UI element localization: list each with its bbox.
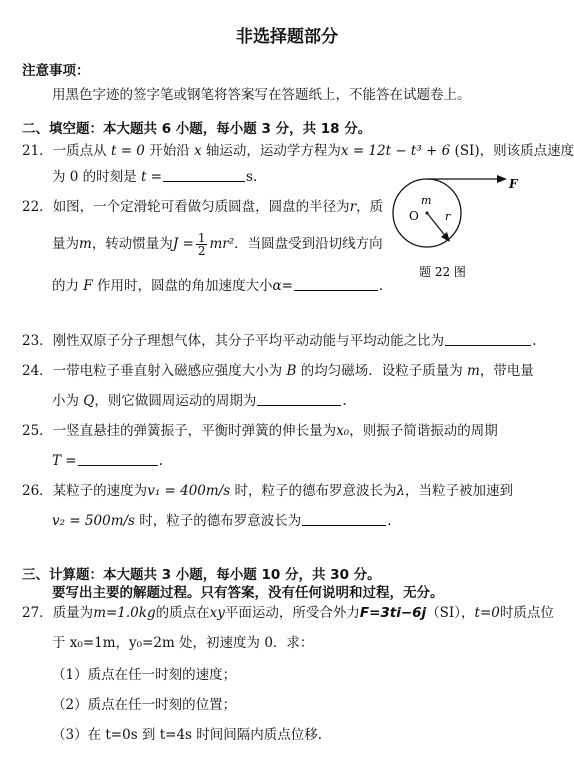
text: v₂ = 500m/s xyxy=(52,513,135,529)
text: t = 0 xyxy=(110,143,145,159)
question-22-line1 xyxy=(22,198,383,216)
text: 平面运动，所受合外力 xyxy=(224,605,360,621)
text: mr² xyxy=(209,236,235,252)
question-number: 21． xyxy=(22,143,53,159)
question-24-line1 xyxy=(22,362,534,380)
text: m=1.0kg xyxy=(93,605,156,621)
text: s. xyxy=(246,169,258,185)
text: α= xyxy=(272,278,293,294)
question-26-line2 xyxy=(52,512,392,530)
question-number: 24． xyxy=(22,363,53,379)
text: . xyxy=(387,513,392,529)
text: T = xyxy=(52,453,77,469)
text: r xyxy=(349,199,357,215)
label-o: O xyxy=(409,209,419,223)
text: 时，粒子的德布罗意波长为 xyxy=(139,513,302,529)
text: t=0 xyxy=(474,605,500,621)
label-r: r xyxy=(445,210,451,223)
force-arrowhead xyxy=(497,175,507,183)
center-dot xyxy=(426,212,429,215)
text: 某粒子的速度为 xyxy=(52,483,148,499)
text: x₀ xyxy=(336,423,350,439)
denominator: 2 xyxy=(197,244,206,258)
fraction xyxy=(196,232,208,257)
text: 一带电粒子垂直射入磁感应强度大小为 xyxy=(52,363,283,379)
text: 作用时，圆盘的角加速度大小 xyxy=(96,278,273,294)
question-number: 25． xyxy=(22,423,53,439)
question-27-item-3: （3）在 t=0s 到 t=4s 时间间隔内质点位移. xyxy=(52,727,323,743)
question-21-line2 xyxy=(52,168,257,186)
question-number: 23． xyxy=(22,333,53,349)
text: 轴运动，运动学方程为 xyxy=(205,143,341,159)
question-24-line2 xyxy=(52,392,347,410)
question-23 xyxy=(22,332,536,350)
text: 如图，一个定滑轮可看做匀质圆盘，圆盘的半径为 xyxy=(52,199,350,215)
answer-blank[interactable] xyxy=(294,278,378,291)
text: 开始沿 xyxy=(149,143,190,159)
question-25-line1 xyxy=(22,422,498,440)
question-21-line1 xyxy=(22,142,574,160)
text: ，当粒子被加速到 xyxy=(405,483,514,499)
text: F=3ti−6j xyxy=(359,605,427,621)
section3-subheading: 要写出主要的解题过程。只有答案，没有任何说明和过程，无分。 xyxy=(52,585,444,601)
text: λ xyxy=(396,483,406,499)
text: 质量为 xyxy=(52,605,94,621)
text: 刚性双原子分子理想气体，其分子平均平动动能与平均动能之比为 xyxy=(52,333,445,349)
text: （SI）， xyxy=(426,605,475,621)
question-26-line1 xyxy=(22,482,513,500)
text: 小为 xyxy=(52,393,79,409)
radius-arrowhead xyxy=(441,232,450,242)
text: 一质点从 xyxy=(52,143,107,159)
question-27-line2: 于 x₀=1m，y₀=2m 处，初速度为 0．求： xyxy=(52,635,314,651)
text: m xyxy=(79,236,92,252)
label-f: F xyxy=(509,177,518,191)
answer-blank[interactable] xyxy=(302,513,386,526)
text: 量为 xyxy=(52,236,79,252)
equation: x = 12t − t³ + 6 xyxy=(340,143,451,159)
answer-blank[interactable] xyxy=(78,453,158,466)
text: ，带电量 xyxy=(479,363,534,379)
text: 的均匀磁场．设粒子质量为 xyxy=(300,363,463,379)
question-27-line1 xyxy=(22,604,554,622)
text: 一竖直悬挂的弹簧振子，平衡时弹簧的伸长量为 xyxy=(52,423,337,439)
section3-heading: 三、计算题：本大题共 3 小题，每小题 10 分，共 30 分。 xyxy=(22,567,381,583)
section2-heading: 二、填空题：本大题共 6 小题，每小题 3 分，共 18 分。 xyxy=(22,121,372,137)
text: J = xyxy=(172,236,194,252)
text: ，则振子简谐振动的周期 xyxy=(349,423,498,439)
pulley-figure xyxy=(385,168,535,283)
notice-heading: 注意事项： xyxy=(22,63,90,79)
text: 的质点在 xyxy=(155,605,210,621)
question-number: 27． xyxy=(22,605,53,621)
text: . xyxy=(342,393,347,409)
question-22-line3 xyxy=(52,277,383,295)
text: . xyxy=(158,453,163,469)
notice-text: 用黑色字迹的签字笔或钢笔将答案写在答题纸上，不能答在试题卷上。 xyxy=(52,87,471,103)
radius-line xyxy=(427,213,447,238)
text: v₁ = 400m/s xyxy=(147,483,231,499)
label-m: m xyxy=(421,194,432,207)
text: t = xyxy=(140,169,162,185)
question-27-item-1: （1）质点在任一时刻的速度； xyxy=(52,667,237,683)
text: B xyxy=(286,363,297,379)
question-25-line2 xyxy=(52,452,163,470)
numerator: 1 xyxy=(197,231,206,245)
text: . xyxy=(378,278,384,294)
text: ，转动惯量为 xyxy=(91,236,173,252)
answer-blank[interactable] xyxy=(163,169,245,182)
page-title: 非选择题部分 xyxy=(236,27,338,47)
question-22-line2 xyxy=(52,232,383,257)
text: Q xyxy=(83,393,95,409)
text: 为 0 的时刻是 xyxy=(52,169,137,185)
question-number: 26． xyxy=(22,483,53,499)
answer-blank[interactable] xyxy=(445,333,531,346)
text: . xyxy=(532,333,537,349)
text: ，质 xyxy=(356,199,384,215)
text: F xyxy=(83,278,93,294)
text: x xyxy=(194,143,202,159)
question-27-item-2: （2）质点在任一时刻的位置； xyxy=(52,697,237,713)
figure-caption: 题 22 图 xyxy=(419,265,466,279)
answer-blank[interactable] xyxy=(257,393,341,406)
text: 的力 xyxy=(52,278,79,294)
text: m xyxy=(467,363,480,379)
text: (SI)，则该质点速度 xyxy=(454,143,574,159)
question-number: 22． xyxy=(22,199,53,215)
text: 时质点位 xyxy=(499,605,554,621)
text: xy xyxy=(209,605,225,621)
text: 时，粒子的德布罗意波长为 xyxy=(234,483,397,499)
text: ．当圆盘受到沿切线方向 xyxy=(234,236,383,252)
text: ，则它做圆周运动的周期为 xyxy=(94,393,257,409)
